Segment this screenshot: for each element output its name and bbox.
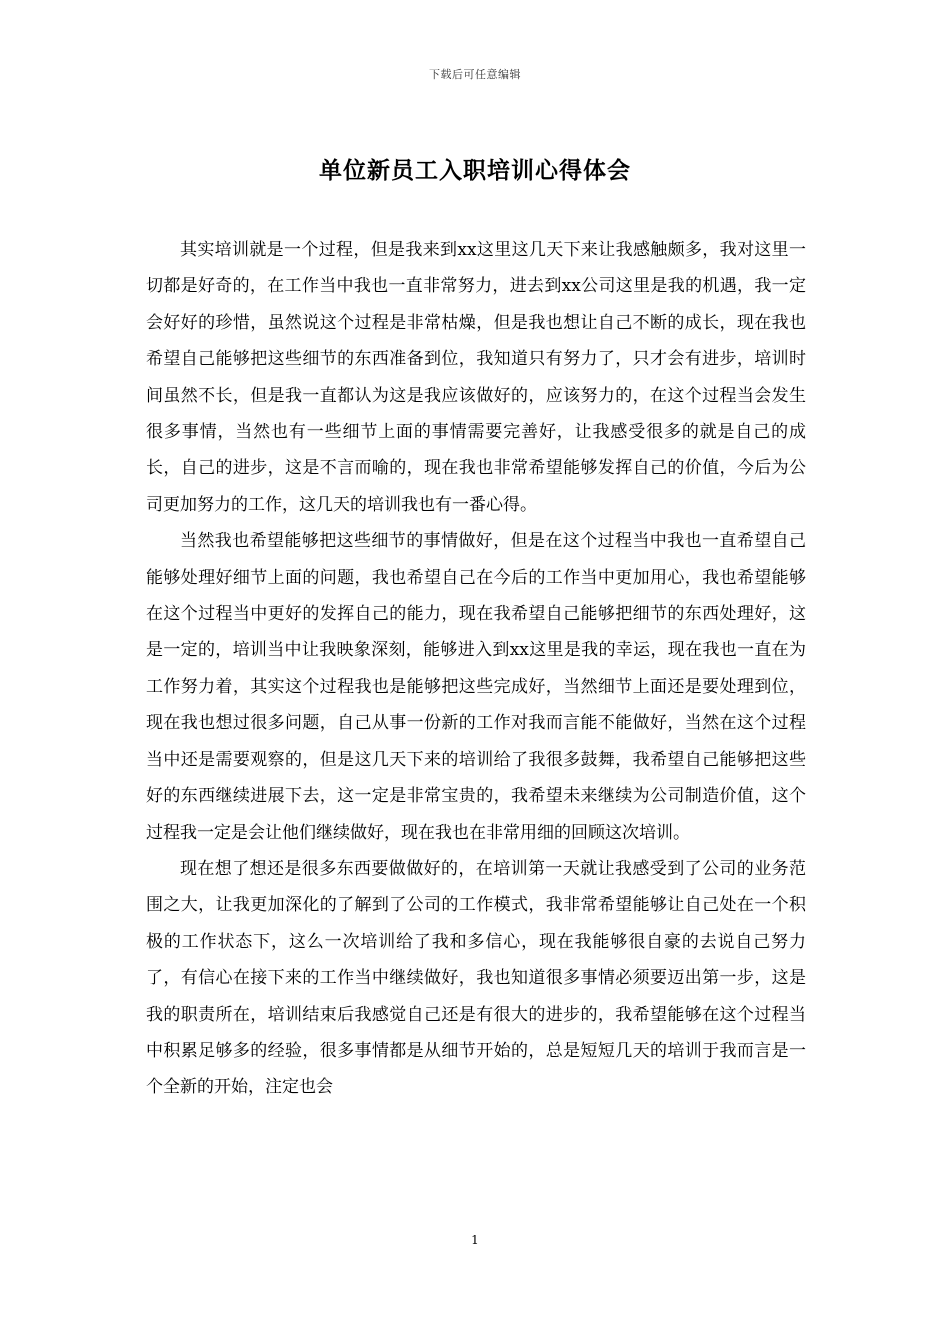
document-title: 单位新员工入职培训心得体会 bbox=[319, 157, 631, 184]
paragraph-2: 当然我也希望能够把这些细节的事情做好，但是在这个过程当中我也一直希望自己能够处理好细节上面的问题，我也希望自己在今后的工作当中更加用心，我也希望能够在这个过程当中更好的发挥自己的能力，现在我希望自己能够把细节的东西处理好，这是一定的，培训当中让我映象深刻，能够进入到xx这里是我的幸运，现在我也一直在为工作努力着，其实这个过程我也是能够把这些完成好，当然细节上面还是要处理到位，现在我也想过很多问题，自己从事一份新的工作对我而言能不能做好，当然在这个过程当中还是需要观察的，但是这几天下来的培训给了我很多鼓舞，我希望自己能够把这些好的东西继续进展下去，这一定是非常宝贵的，我希望未来继续为公司制造价值，这个过程我一定是会让他们继续做好，现在我也在非常用细的回顾这次培训。 bbox=[146, 531, 806, 843]
paragraph-1: 其实培训就是一个过程，但是我来到xx这里这几天下来让我感触颇多，我对这里一切都是好奇的，在工作当中我也一直非常努力，进去到xx公司这里是我的机遇，我一定会好好的珍惜，虽然说这个过程是非常枯燥，但是我也想让自己不断的成长，现在我也希望自己能够把这些细节的东西准备到位，我知道只有努力了，只才会有进步，培训时间虽然不长，但是我一直都认为这是我应该做好的，应该努力的，在这个过程当会发生很多事情，当然也有一些细节上面的事情需要完善好，让我感受很多的就是自己的成长，自己的进步，这是不言而喻的，现在我也非常希望能够发挥自己的价值，今后为公司更加努力的工作，这几天的培训我也有一番心得。 bbox=[146, 240, 806, 515]
paragraph-3: 现在想了想还是很多东西要做做好的，在培训第一天就让我感受到了公司的业务范围之大，让我更加深化的了解到了公司的工作模式，我非常希望能够让自己处在一个积极的工作状态下，这么一次培训给了我和多信心，现在我能够很自豪的去说自己努力了，有信心在接下来的工作当中继续做好，我也知道很多事情必须要迈出第一步，这是我的职责所在，培训结束后我感觉自己还是有很大的进步的，我希望能够在这个过程当中积累足够多的经验，很多事情都是从细节开始的，总是短短几天的培训于我而言是一个全新的开始，注定也会 bbox=[146, 858, 806, 1098]
document-body bbox=[146, 232, 806, 1106]
header-note: 下载后可任意编辑 bbox=[429, 68, 521, 81]
page-number: 1 bbox=[471, 1233, 479, 1247]
